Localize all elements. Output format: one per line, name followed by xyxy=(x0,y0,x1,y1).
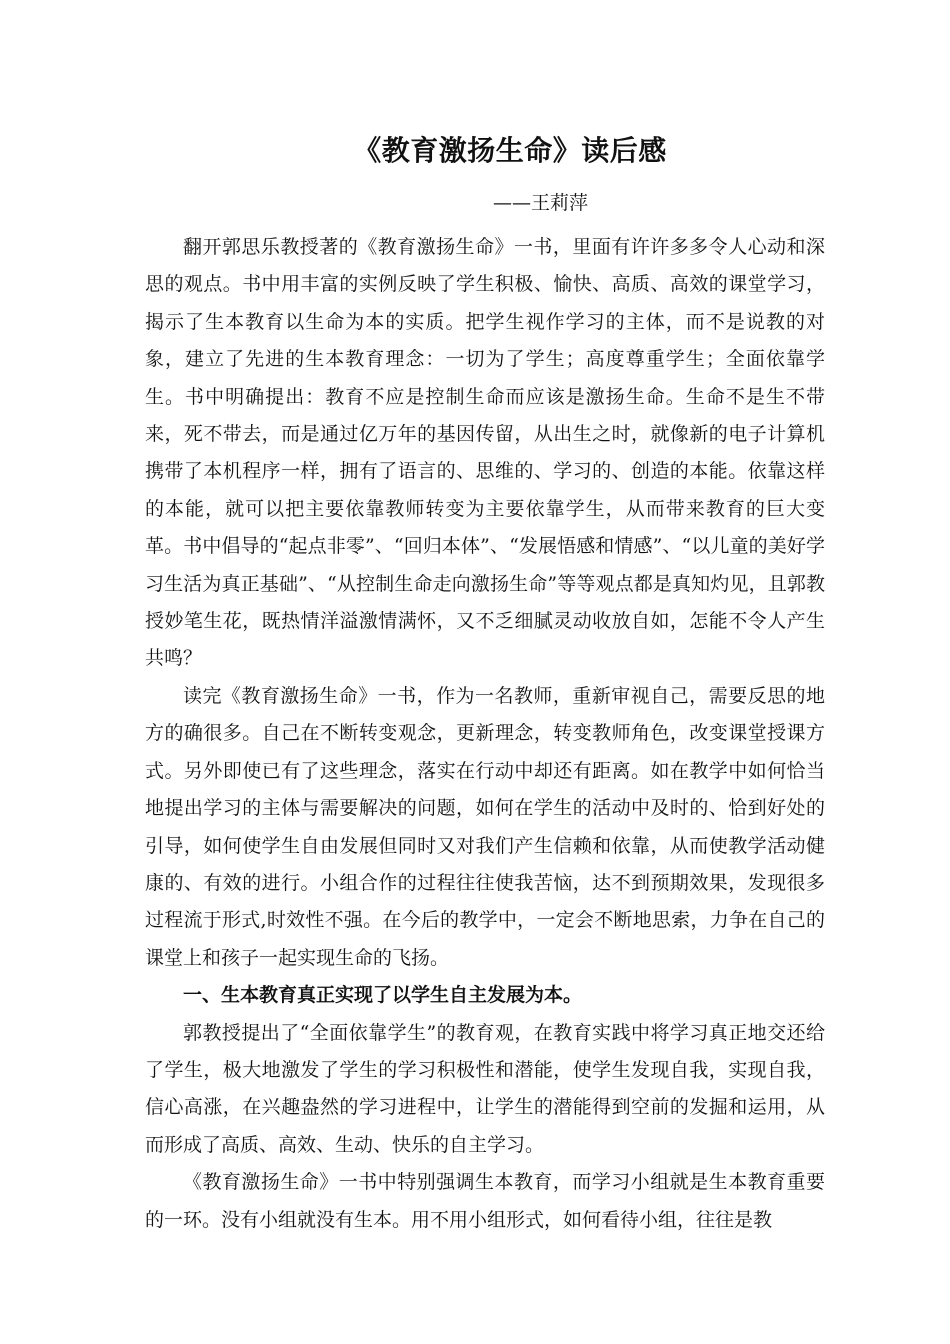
document-author: ——王莉萍 xyxy=(493,192,589,214)
document-title: 《教育激扬生命》读后感 xyxy=(353,134,667,167)
document-page xyxy=(145,0,825,1344)
paragraph-4: 《教育激扬生命》一书中特别强调生本教育，而学习小组就是生本教育重要的一环。没有小组就没有生本。用不用小组形式，如何看待小组，往往是教 xyxy=(145,1171,825,1231)
paragraph-2: 读完《教育激扬生命》一书，作为一名教师，重新审视自己，需要反思的地方的确很多。自己在不断转变观念，更新理念，转变教师角色，改变课堂授课方式。另外即使已有了这些理念，落实在行动中却还有距离。如在教学中如何恰当地提出学习的主体与需要解决的问题，如何在学生的活动中及时的、恰到好处的引导，如何使学生自由发展但同时又对我们产生信赖和依靠，从而使教学活动健康的、有效的进行。小组合作的过程往往使我苦恼，达不到预期效果，发现很多过程流于形式,时效性不强。在今后的教学中，一定会不断地思索，力争在自己的课堂上和孩子一起实现生命的飞扬。 xyxy=(145,684,825,969)
paragraph-3: 郭教授提出了“全面依靠学生”的教育观，在教育实践中将学习真正地交还给了学生，极大地激发了学生的学习积极性和潜能，使学生发现自我，实现自我，信心高涨，在兴趣盎然的学习进程中，让学生的潜能得到空前的发掘和运用，从而形成了高质、高效、生动、快乐的自主学习。 xyxy=(145,1021,825,1156)
paragraph-1: 翻开郭思乐教授著的《教育激扬生命》一书，里面有许许多多令人心动和深思的观点。书中用丰富的实例反映了学生积极、愉快、高质、高效的课堂学习，揭示了生本教育以生命为本的实质。把学生视作学习的主体，而不是说教的对象，建立了先进的生本教育理念：一切为了学生；高度尊重学生；全面依靠学生。书中明确提出：教育不应是控制生命而应该是激扬生命。生命不是生不带来，死不带去，而是通过亿万年的基因传留，从出生之时，就像新的电子计算机携带了本机程序一样，拥有了语言的、思维的、学习的、创造的本能。依靠这样的本能，就可以把主要依靠教师转变为主要依靠学生，从而带来教育的巨大变革。书中倡导的“起点非零”、“回归本体”、“发展悟感和情感”、“以儿童的美好学习生活为真正基础”、“从控制生命走向激扬生命”等等观点都是真知灼见，且郭教授妙笔生花，既热情洋溢激情满怀，又不乏细腻灵动收放自如，怎能不令人产生共鸣？ xyxy=(145,236,825,670)
document-body xyxy=(145,229,825,1239)
section-heading-1: 一、生本教育真正实现了以学生自主发展为本。 xyxy=(183,984,583,1007)
